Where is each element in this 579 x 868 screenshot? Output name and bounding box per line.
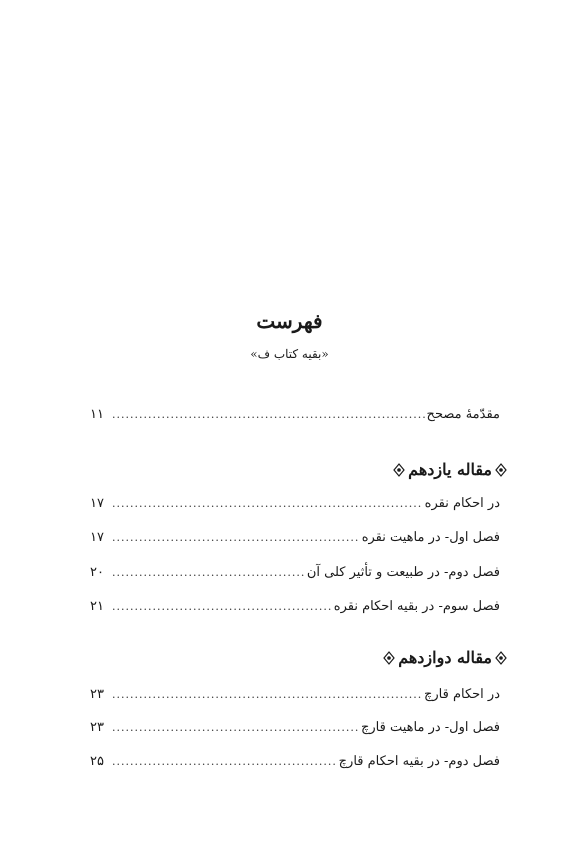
leader-dots — [112, 492, 423, 516]
floral-diamond-icon — [494, 651, 508, 665]
toc-entry-label: فصل دوم- در بقیه احکام قارچ — [338, 754, 500, 769]
toc-entry-page-number: ۲۰ — [90, 565, 104, 580]
leader-dots — [112, 595, 332, 619]
toc-entry-intro[interactable] — [90, 403, 500, 427]
toc-entry-label: فصل سوم- در بقیه احکام نقره — [333, 599, 500, 614]
toc-entry-label: فصل اول- در ماهیت قارچ — [361, 720, 500, 735]
toc-entry[interactable] — [90, 561, 500, 585]
toc-entry-page-number: ۲۳ — [90, 687, 104, 702]
section-heading-12 — [380, 643, 510, 673]
toc-entry-page-number: ۲۳ — [90, 720, 104, 735]
floral-diamond-icon — [494, 463, 508, 477]
toc-entry-page-number: ۲۱ — [90, 599, 104, 614]
toc-entry-page-number: ۱۱ — [90, 407, 104, 422]
toc-entry[interactable] — [90, 716, 500, 740]
section-heading-label: مقاله دوازدهم — [398, 648, 492, 667]
toc-entry-label: مقدّمهٔ مصحح — [426, 407, 500, 422]
toc-entry-label: در احکام قارچ — [423, 687, 500, 702]
toc-entry-label: فصل دوم- در طبیعت و تأثیر کلی آن — [306, 565, 500, 580]
page-title: فهرست — [256, 309, 323, 333]
section-heading-label: مقاله یازدهم — [408, 460, 492, 479]
leader-dots — [112, 683, 422, 707]
toc-entry[interactable] — [90, 595, 500, 619]
toc-entry-label: فصل اول- در ماهیت نقره — [361, 530, 500, 545]
toc-entry[interactable] — [90, 683, 500, 707]
leader-dots — [112, 716, 359, 740]
page-subtitle: «بقیه کتاب ف» — [250, 347, 329, 361]
toc-entry[interactable] — [90, 526, 500, 550]
toc-entry[interactable] — [90, 492, 500, 516]
floral-diamond-icon — [382, 651, 396, 665]
leader-dots — [112, 403, 425, 427]
toc-entry-page-number: ۱۷ — [90, 530, 104, 545]
leader-dots — [112, 750, 337, 774]
floral-diamond-icon — [392, 463, 406, 477]
leader-dots — [112, 526, 360, 550]
toc-entry-page-number: ۱۷ — [90, 496, 104, 511]
section-heading-11 — [390, 455, 510, 485]
toc-entry-page-number: ۲۵ — [90, 754, 104, 769]
toc-entry-label: در احکام نقره — [424, 496, 500, 511]
leader-dots — [112, 561, 305, 585]
toc-entry[interactable] — [90, 750, 500, 774]
